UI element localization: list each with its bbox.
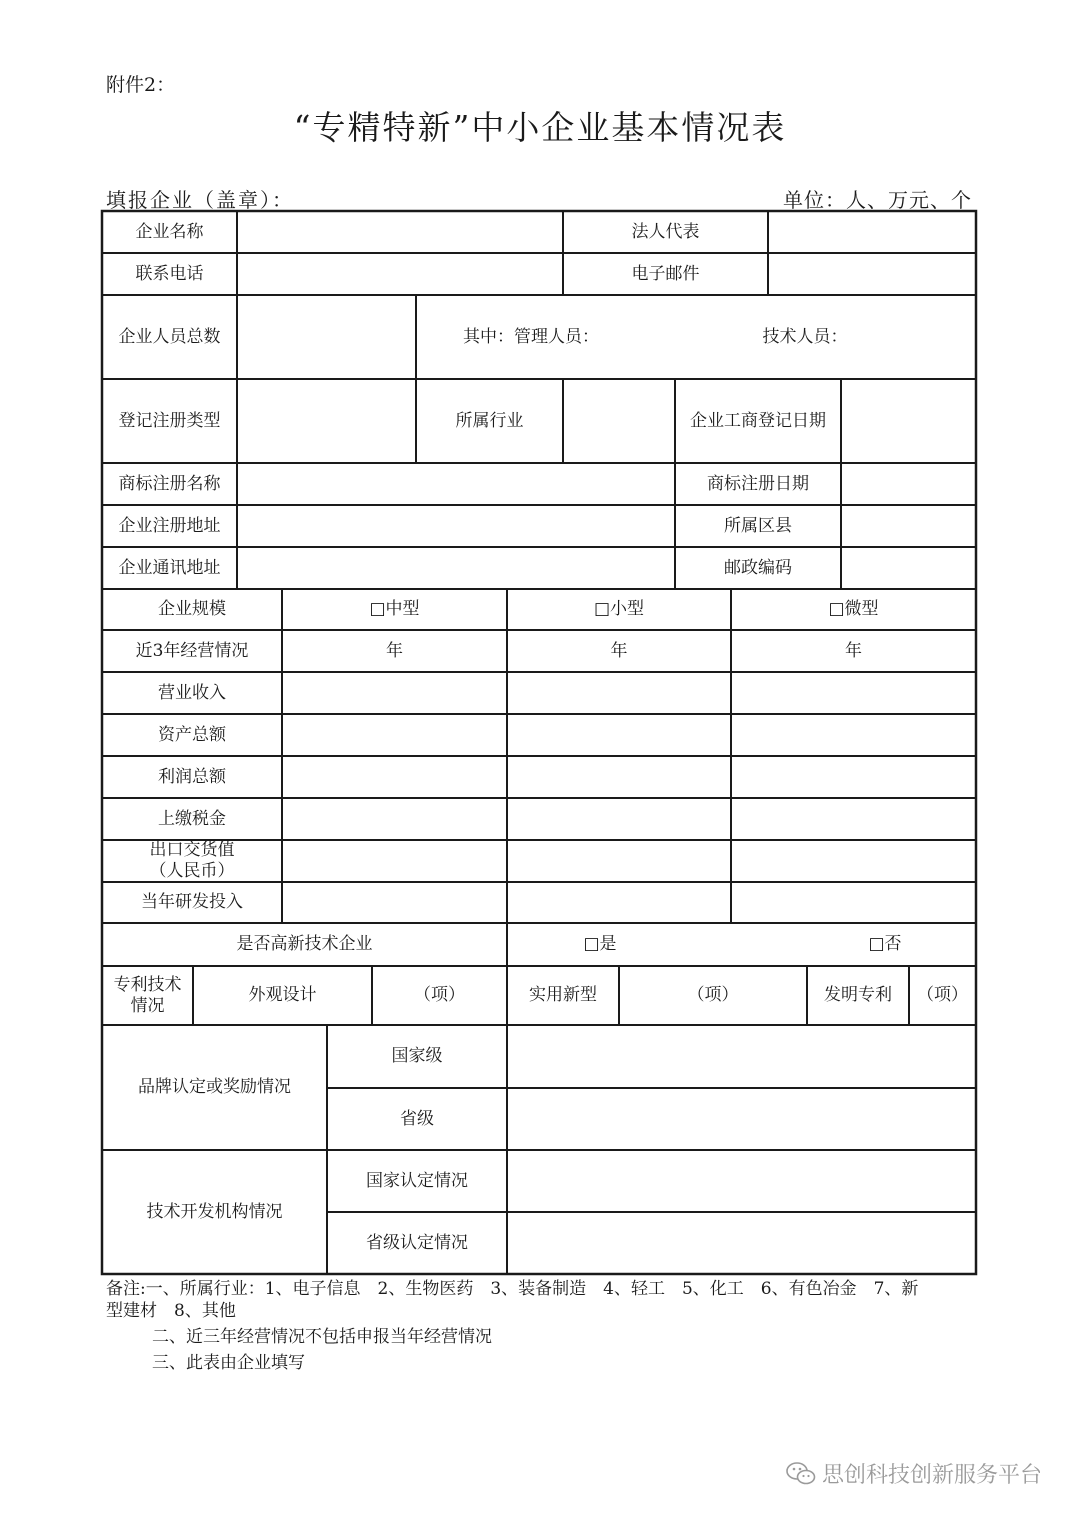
reg-address-label: 企业注册地址 xyxy=(118,515,221,536)
revenue-label: 营业收入 xyxy=(158,682,226,703)
mgmt-staff-label: 其中：管理人员： xyxy=(463,326,599,347)
export-value-line2: （人民币） xyxy=(149,861,235,881)
invention-patent-count[interactable]: （项） xyxy=(917,985,968,1006)
reg-date-label: 企业工商登记日期 xyxy=(690,410,826,431)
hitech-no-checkbox[interactable]: □否 xyxy=(868,934,902,955)
note-line-2: 型建材 8、其他 xyxy=(106,1301,236,1321)
trademark-name-field[interactable] xyxy=(237,463,675,505)
rd-label: 当年研发投入 xyxy=(141,892,243,913)
watermark xyxy=(786,1458,1042,1489)
year-3-label[interactable]: 年 xyxy=(845,640,862,661)
form-title: “专精特新”中小企业基本情况表 xyxy=(293,108,787,147)
brand-label: 品牌认定或奖励情况 xyxy=(138,1077,291,1098)
attachment-label: 附件2： xyxy=(106,74,176,96)
tech-national-label: 国家认定情况 xyxy=(366,1170,468,1191)
tech-national-field[interactable] xyxy=(507,1150,976,1212)
tech-staff-label: 技术人员： xyxy=(762,326,848,347)
profit-label: 利润总额 xyxy=(158,766,226,787)
unit-label: 单位：人、万元、个 xyxy=(783,188,972,212)
scale-label: 企业规模 xyxy=(158,599,226,620)
postcode-label: 邮政编码 xyxy=(724,557,792,578)
tech-center-label: 技术开发机构情况 xyxy=(146,1201,283,1222)
industry-label: 所属行业 xyxy=(455,410,524,431)
email-label: 电子邮件 xyxy=(631,263,700,284)
note-line-1: 备注:一、所属行业：1、电子信息 2、生物医药 3、装备制造 4、轻工 5、化工 6、有色冶金 7、新 xyxy=(106,1279,919,1299)
utility-patent-label: 实用新型 xyxy=(529,985,597,1006)
mail-address-field[interactable] xyxy=(237,547,675,589)
assets-label: 资产总额 xyxy=(158,724,226,745)
filler-label: 填报企业（盖章）： xyxy=(106,188,294,212)
tax-label: 上缴税金 xyxy=(158,808,226,829)
design-patent-label: 外观设计 xyxy=(248,985,317,1006)
phone-field[interactable] xyxy=(237,253,563,295)
email-field[interactable] xyxy=(768,253,976,295)
export-value-line1: 出口交货值 xyxy=(149,840,235,860)
scale-micro-checkbox[interactable]: □微型 xyxy=(828,599,879,620)
staff-total-field[interactable] xyxy=(237,295,416,379)
mail-address-label: 企业通讯地址 xyxy=(118,557,221,578)
district-label: 所属区县 xyxy=(724,515,792,536)
tech-provincial-field[interactable] xyxy=(507,1212,976,1274)
brand-national-field[interactable] xyxy=(507,1025,976,1088)
legal-rep-field[interactable] xyxy=(768,211,976,253)
reg-type-field[interactable] xyxy=(237,379,416,463)
utility-patent-count[interactable]: （项） xyxy=(687,985,739,1006)
brand-national-label: 国家级 xyxy=(391,1046,443,1067)
hitech-label: 是否高新技术企业 xyxy=(236,934,373,955)
ops-3y-label: 近3年经营情况 xyxy=(135,640,249,661)
watermark-text: 思创科技创新服务平台 xyxy=(821,1463,1042,1488)
trademark-name-label: 商标注册名称 xyxy=(118,473,221,494)
brand-provincial-field[interactable] xyxy=(507,1088,976,1150)
export-value-label xyxy=(102,840,282,882)
patent-label-line1: 专利技术 xyxy=(113,974,182,995)
reg-type-label: 登记注册类型 xyxy=(118,410,221,431)
tech-provincial-label: 省级认定情况 xyxy=(366,1232,468,1253)
trademark-date-label: 商标注册日期 xyxy=(707,473,809,494)
brand-provincial-label: 省级 xyxy=(400,1108,434,1129)
year-2-label[interactable]: 年 xyxy=(610,640,628,661)
note-line-4: 三、此表由企业填写 xyxy=(152,1353,305,1373)
invention-patent-label: 发明专利 xyxy=(824,985,892,1006)
industry-field[interactable] xyxy=(563,379,675,463)
design-patent-count[interactable]: （项） xyxy=(414,985,465,1006)
wechat-icon xyxy=(786,1461,816,1487)
staff-total-label: 企业人员总数 xyxy=(118,326,221,347)
district-field[interactable] xyxy=(841,505,976,547)
patent-label xyxy=(102,966,193,1025)
hitech-yes-checkbox[interactable]: □是 xyxy=(583,934,617,955)
phone-label: 联系电话 xyxy=(135,263,204,284)
year-1-label[interactable]: 年 xyxy=(386,640,403,661)
scale-small-checkbox[interactable]: □小型 xyxy=(593,599,645,620)
note-line-3: 二、近三年经营情况不包括申报当年经营情况 xyxy=(152,1327,492,1347)
trademark-date-field[interactable] xyxy=(841,463,976,505)
reg-date-field[interactable] xyxy=(841,379,976,463)
legal-rep-label: 法人代表 xyxy=(631,221,700,242)
reg-address-field[interactable] xyxy=(237,505,675,547)
company-name-label: 企业名称 xyxy=(135,221,204,242)
postcode-field[interactable] xyxy=(841,547,976,589)
patent-label-line2: 情况 xyxy=(130,995,165,1016)
company-name-field[interactable] xyxy=(237,211,563,253)
scale-medium-checkbox[interactable]: □中型 xyxy=(369,599,420,620)
